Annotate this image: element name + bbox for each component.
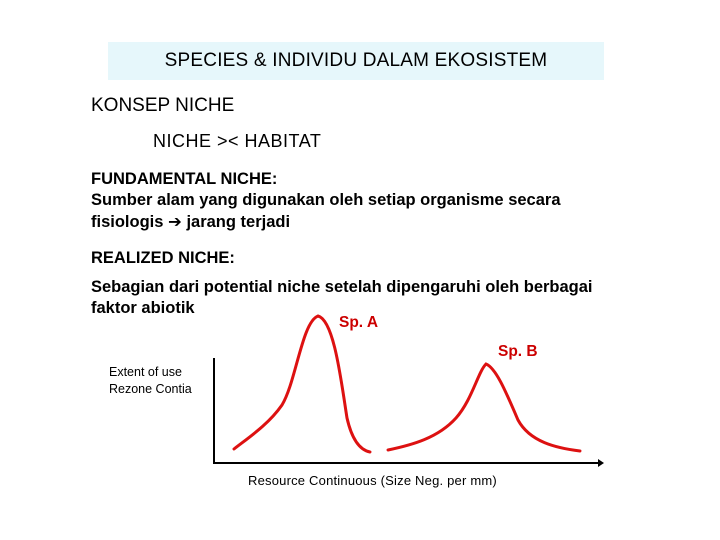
y-axis-label-line1: Extent of use	[109, 365, 182, 379]
x-axis-label: Resource Continuous (Size Neg. per mm)	[248, 473, 497, 488]
right-arrow-icon: ➔	[168, 213, 182, 231]
x-axis-arrow-icon	[598, 459, 604, 467]
y-axis-label-line2: Rezone Contia	[109, 382, 192, 396]
realized-niche-line1: Sebagian dari potential niche setelah dipengaruhi oleh berbagai	[91, 278, 593, 296]
concept-heading: KONSEP NICHE	[91, 95, 235, 116]
species-a-label: Sp. A	[339, 314, 379, 331]
fundamental-niche-heading: FUNDAMENTAL NICHE:	[91, 170, 278, 188]
fundamental-niche-text-a: fisiologis	[91, 213, 164, 231]
species-a-curve	[234, 316, 370, 452]
species-b-label: Sp. B	[498, 343, 538, 360]
realized-niche-heading: REALIZED NICHE:	[91, 249, 235, 267]
species-b-curve	[388, 364, 580, 451]
fundamental-niche-text-b: jarang terjadi	[186, 213, 291, 231]
realized-niche-line2: faktor abiotik	[91, 299, 195, 317]
niche-vs-habitat: NICHE >< HABITAT	[153, 131, 322, 151]
fundamental-niche-line1: Sumber alam yang digunakan oleh setiap organisme secara	[91, 191, 561, 209]
slide-title: SPECIES & INDIVIDU DALAM EKOSISTEM	[164, 50, 548, 71]
